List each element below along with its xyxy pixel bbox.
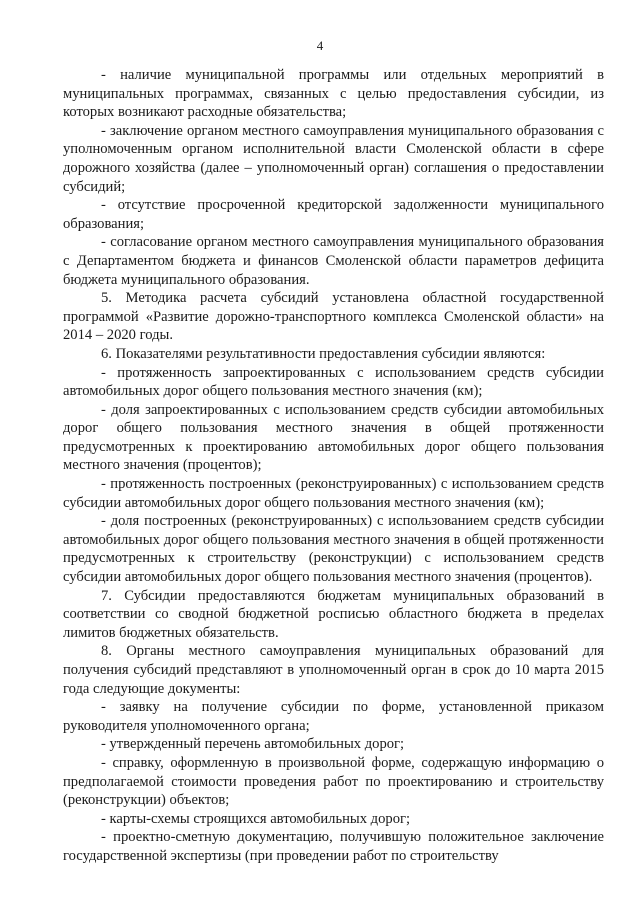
paragraph-indicator-designed-share: - доля запроектированных с использованием средств субсидии автомобильных дорог общего пользования местного значения в общей протяженности предусмотренных к проектированию автомобильных дорог общего пользования местного значения (процентов); — [63, 401, 604, 474]
paragraph-5-methodology: 5. Методика расчета субсидий установлена областной государственной программой «Развитие дорожно-транспортного комплекса Смоленской области» на 2014 – 2020 годы. — [63, 290, 604, 344]
document-body — [63, 66, 604, 866]
paragraph-indicator-built-length: - протяженность построенных (реконструированных) с использованием средств субсидии автомобильных дорог общего пользования местного значения (км); — [63, 476, 604, 511]
paragraph-6-indicators: 6. Показателями результативности предоставления субсидии являются: — [101, 345, 546, 362]
page-number: 4 — [316, 38, 324, 53]
paragraph-doc-cost-certificate: - справку, оформленную в произвольной форме, содержащую информацию о предполагаемой стоимости проведения работ по проектированию и строительству (реконструкции) объектов; — [63, 754, 604, 809]
paragraph-indicator-designed-length: - протяженность запроектированных с использованием средств субсидии автомобильных дорог общего пользования местного значения (км); — [63, 364, 604, 400]
paragraph-doc-design-estimates: - проектно-сметную документацию, получившую положительное заключение государственной экспертизы (при проведении работ по строительству — [63, 829, 604, 864]
paragraph-doc-road-list: - утвержденный перечень автомобильных дорог; — [101, 736, 405, 753]
paragraph-condition-no-debt: - отсутствие просроченной кредиторской задолженности муниципального образования; — [63, 197, 604, 232]
paragraph-doc-application: - заявку на получение субсидии по форме, установленной приказом руководителя уполномоченного органа; — [63, 699, 604, 734]
paragraph-8-documents: 8. Органы местного самоуправления муниципальных образований для получения субсидий представляют в уполномоченный орган в срок до 10 марта 2015 года следующие документы: — [63, 643, 604, 697]
paragraph-condition-agreement: - заключение органом местного самоуправления муниципального образования с уполномоченным органом исполнительной власти Смоленской области в сфере дорожного хозяйства (далее – уполномоченный орган) соглашения о предоставлении субсидий; — [63, 122, 604, 195]
paragraph-7-budget: 7. Субсидии предоставляются бюджетам муниципальных образований в соответствии со сводной бюджетной росписью областного бюджета в пределах лимитов бюджетных обязательств. — [63, 587, 604, 641]
paragraph-condition-program: - наличие муниципальной программы или отдельных мероприятий в муниципальных программах, связанных с целью предоставления субсидии, из которых возникают расходные обязательства; — [63, 67, 604, 121]
paragraph-doc-maps: - карты-схемы строящихся автомобильных дорог; — [101, 810, 411, 827]
paragraph-indicator-built-share: - доля построенных (реконструированных) с использованием средств субсидии автомобильных дорог общего пользования местного значения в общей протяженности предусмотренных к строительству (реконструкции) с использованием средств субсидии автомобильных дорог общего пользования местного значения (процентов). — [63, 513, 604, 586]
paragraph-condition-deficit: - согласование органом местного самоуправления муниципального образования с Департаментом бюджета и финансов Смоленской области параметров дефицита бюджета муниципального образования. — [63, 234, 604, 288]
